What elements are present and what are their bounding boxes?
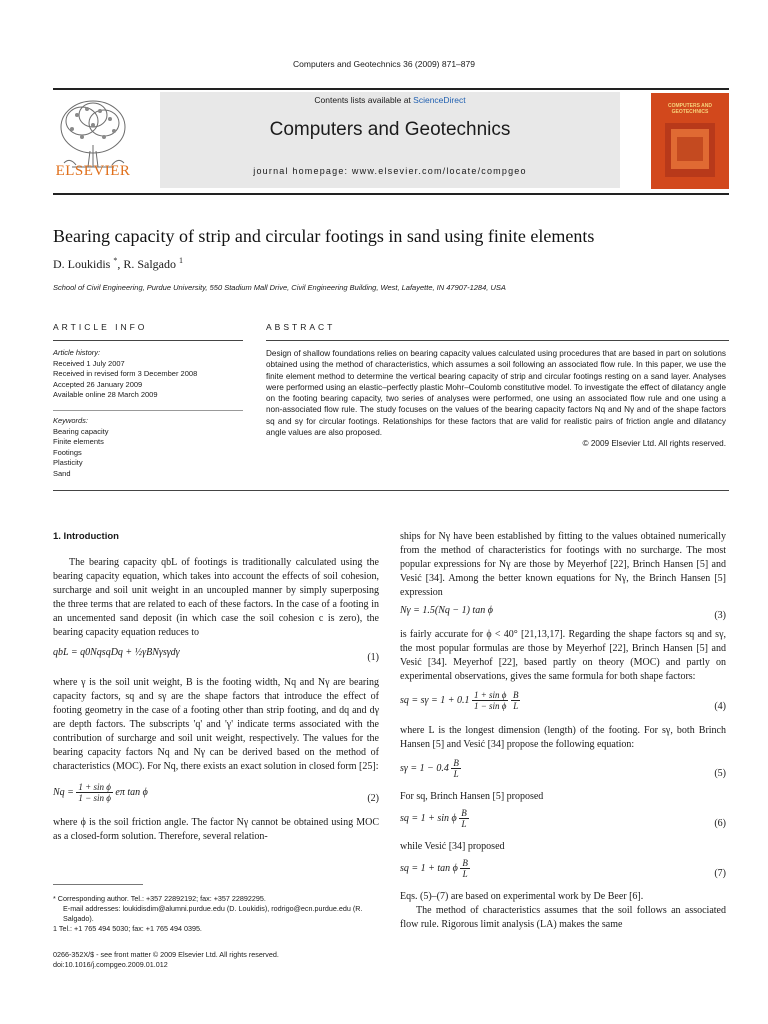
equation-number: (3) [714, 610, 726, 621]
fraction-numerator: B [461, 808, 467, 818]
equation-5 [400, 758, 726, 790]
article-info-rule [53, 340, 243, 341]
cover-artwork [661, 119, 719, 181]
keywords-block [53, 416, 253, 479]
sciencedirect-link[interactable]: ScienceDirect [413, 95, 466, 105]
fraction-denominator: 1 − sin ϕ [78, 793, 111, 803]
section-heading: 1. Introduction [53, 531, 119, 542]
equation-7 [400, 858, 726, 890]
abstract-heading: ABSTRACT [266, 322, 336, 332]
cover-title: COMPUTERS AND GEOTECHNICS [668, 103, 712, 115]
equation-number: (2) [367, 793, 379, 804]
fraction-numerator: 1 + sin ϕ [473, 690, 507, 700]
fraction [451, 758, 461, 779]
fraction-numerator: B [453, 758, 459, 768]
author-footnote-mark: 1 [179, 256, 184, 265]
paragraph: The bearing capacity qbL of footings is traditionally calculated using the bearing capacity equation, which takes into account the effects of soil cohesion, surcharge and soil unit weight in an uncoupled manner by simply superposing the three terms that are related to each of these factors. In the case of a footing in an uncemented sand deposit (in which case the soil cohesion c is zero), the bearing capacity equation reduces to [53, 557, 379, 638]
fraction-denominator: L [462, 869, 468, 879]
fraction-denominator: L [461, 819, 467, 829]
paragraph: is fairly accurate for ϕ < 40° [21,13,17]. Regarding the shape factors sq and sγ, the most popular formulas are those by Meyerhof [22], Brinch Hansen [5] and Vesić [34]. Meyerhof [22], based partly on theory (MOC) and partly on experimental observations, gives the same formula for both shape factors: [400, 629, 726, 682]
equation-3 [400, 604, 726, 628]
fraction [472, 690, 508, 711]
paragraph: For sq, Brinch Hansen [5] proposed [400, 791, 544, 802]
paragraph: where ϕ is the soil friction angle. The factor Nγ cannot be obtained using MOC as a closed-form solution. Therefore, several relation- [53, 817, 379, 842]
equation-lhs: sq = 1 + tan ϕ [400, 862, 458, 874]
header-bottom-rule [53, 193, 729, 195]
equation-number: (1) [367, 652, 379, 663]
article-history [53, 348, 253, 401]
paragraph: ships for Nγ have been established by fitting to the values obtained numerically from the method of characteristics for footings with no surcharge. The most popular expressions for Nγ are those by Meyerhof [22], Brinch Hansen [5] and Vesić [34]. Among the better known equations for Nγ, the Brinch Hansen [5] expression [400, 531, 726, 598]
doi-line[interactable]: doi:10.1016/j.compgeo.2009.01.012 [53, 960, 168, 969]
fraction [511, 690, 521, 711]
issn-line: 0266-352X/$ - see front matter © 2009 Elsevier Ltd. All rights reserved. [53, 950, 279, 959]
fraction-denominator: 1 − sin ϕ [473, 701, 507, 711]
equation-text: Nγ = 1.5(Nq − 1) tan ϕ [400, 605, 493, 616]
fraction-denominator: L [453, 769, 459, 779]
keywords-label: Keywords: [53, 416, 89, 425]
equation-number: (5) [714, 768, 726, 779]
right-column [400, 530, 726, 932]
equation-number: (4) [714, 701, 726, 712]
author-name[interactable]: D. Loukidis [53, 257, 111, 271]
equation-lhs: sq = sγ = 1 + 0.1 [400, 694, 470, 706]
contents-line [160, 95, 620, 105]
equation-lhs: sγ = 1 − 0.4 [400, 762, 449, 774]
journal-citation: Computers and Geotechnics 36 (2009) 871–879 [293, 59, 475, 69]
footnote-telephone: 1 Tel.: +1 765 494 5030; fax: +1 765 494 0395. [53, 924, 202, 933]
article-info-heading: ARTICLE INFO [53, 322, 148, 332]
equation-text: qbL = q0NqsqDq + ½γBNγsγdγ [53, 647, 180, 658]
abstract-text: Design of shallow foundations relies on bearing capacity values calculated using procedures that are based in part on solutions obtained using the method of characteristics, which assumes a soil following an associated flow rule. In this paper, we use the finite element method to determine the vertical bearing capacity of strip and circular footings resting on a sand layer. Analyses were performed using an elastic–perfectly plastic Mohr–Coulomb constitutive model. To investigate the effect of dilatancy angle on the footing bearing capacity, two series of analyses were performed, one using an associated flow rule and one using a non-associated flow rule. The study focuses on the values of the bearing capacity factors Nq and Nγ and of the shape factors sq and sγ for circular footings. Relationships for these factors that are valid for realistic pairs of friction angle and dilatancy angle values are also proposed. [266, 349, 726, 438]
keyword-item: Finite elements [53, 437, 104, 446]
corresponding-author-mark: * [113, 256, 118, 265]
equation-number: (6) [714, 818, 726, 829]
fraction [460, 858, 470, 879]
equation-2 [53, 782, 379, 816]
author-list: D. Loukidis *, R. Salgado $^1$ [53, 256, 184, 271]
article-title: Bearing capacity of strip and circular footings in sand using finite elements [53, 226, 595, 246]
equation-number: (7) [714, 868, 726, 879]
journal-title: Computers and Geotechnics [269, 119, 511, 140]
fraction-numerator: 1 + sin ϕ [78, 782, 111, 792]
footnote-email: E-mail addresses: loukidisdim@alumni.purdue.edu (D. Loukidis), rodrigo@ecn.purdue.edu (R. Salgado). [63, 904, 363, 923]
history-received: Received 1 July 2007 [53, 358, 125, 368]
history-accepted: Accepted 26 January 2009 [53, 379, 143, 389]
header-top-rule [53, 88, 729, 90]
keyword-item: Plasticity [53, 458, 83, 467]
history-online: Available online 28 March 2009 [53, 390, 158, 399]
fraction-numerator: B [462, 858, 468, 868]
contents-prefix: Contents lists available at [314, 95, 414, 105]
keyword-item: Sand [53, 468, 71, 478]
info-divider [53, 410, 243, 411]
keyword-item: Bearing capacity [53, 426, 109, 436]
journal-cover-thumbnail[interactable] [651, 93, 729, 189]
paragraph: Eqs. (5)–(7) are based on experimental work by De Beer [6]. [400, 891, 644, 902]
footnote-rule [53, 884, 143, 885]
fraction-numerator: B [512, 690, 519, 700]
front-matter-rule [53, 490, 729, 491]
footnote-corresponding: * Corresponding author. Tel.: +357 22892192; fax: +357 22892295. [53, 894, 266, 903]
abstract-copyright: © 2009 Elsevier Ltd. All rights reserved. [582, 439, 726, 449]
abstract-body [266, 348, 726, 450]
left-column [53, 530, 379, 844]
abstract-rule [266, 340, 729, 341]
issn-block [53, 950, 379, 970]
equation-1 [53, 646, 379, 676]
equation-lhs: sq = 1 + sin ϕ [400, 812, 457, 824]
fraction [76, 782, 112, 803]
equation-6 [400, 808, 726, 840]
fraction [459, 808, 469, 829]
paragraph: The method of characteristics assumes that the soil follows an associated flow rule. Rigorous limit analysis (LA) makes the same [400, 905, 726, 930]
equation-4 [400, 690, 726, 724]
fraction-denominator: L [513, 701, 519, 711]
equation-lhs: Nq = [53, 786, 74, 798]
author-name[interactable]: R. Salgado [123, 257, 177, 271]
paragraph: while Vesić [34] proposed [400, 841, 505, 852]
equation-rhs: eπ tan ϕ [115, 786, 148, 798]
paragraph: where γ is the soil unit weight, B is the footing width, Nq and Nγ are bearing capacity factors, sq and sγ are the shape factors that introduce the effect of footing geometry in the case of a footing other than strip footing, and dq and dγ are depth factors. The subscripts 'q' and 'γ' indicate terms associated with the contribution of surcharge and soil unit weight, respectively. The values for the bearing capacity factors Nq and Nγ can be derived based on the method of characteristics (MOC). For Nq, there exists an exact solution in closed form [25]: [53, 677, 379, 772]
history-revised: Received in revised form 3 December 2008 [53, 369, 198, 378]
elsevier-wordmark: ELSEVIER [55, 163, 131, 179]
history-label: Article history: [53, 348, 101, 357]
paragraph: where L is the longest dimension (length) of the footing. For sγ, both Brinch Hansen [5] and Vesić [34] propose the following equation: [400, 725, 726, 750]
author-affiliation: School of Civil Engineering, Purdue University, 550 Stadium Mall Drive, Civil Engineering Building, West, Lafayette, IN 47907-1284, USA [53, 283, 506, 292]
journal-homepage[interactable]: journal homepage: www.elsevier.com/locate/compgeo [253, 166, 527, 176]
keyword-item: Footings [53, 447, 82, 457]
footnotes [53, 894, 379, 934]
